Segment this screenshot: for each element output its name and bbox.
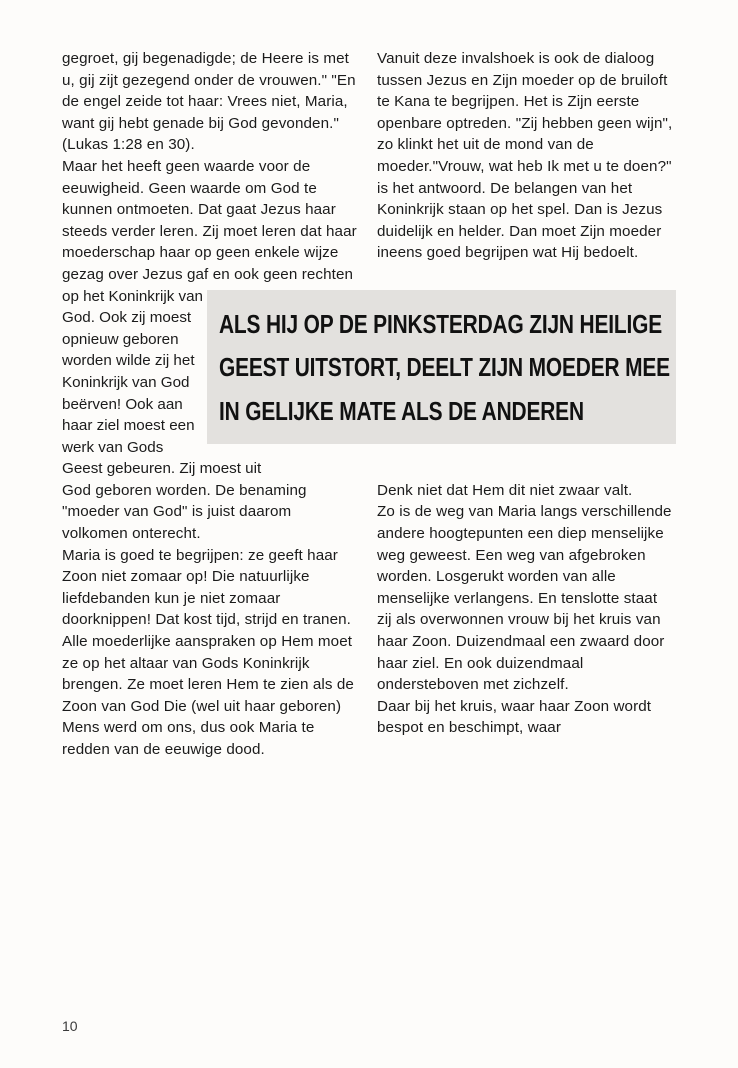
top-left-column	[62, 48, 361, 286]
pull-quote-line: IN GELIJKE MATE ALS DE ANDEREN	[219, 397, 584, 426]
pull-quote	[207, 290, 676, 445]
paragraph: gegroet, gij begenadigde; de Heere is met u, gij zijt gezegend onder de vrouwen." "En de engel zeide tot haar: Vrees niet, Maria, want gij hebt genade bij God gevonden." (Lukas 1:28 en 30).	[62, 50, 356, 154]
top-columns	[62, 48, 676, 286]
pull-quote-line: ALS HIJ OP DE PINKSTERDAG ZIJN HEILIGE	[219, 310, 663, 339]
pull-quote-line: GEEST UITSTORT, DEELT ZIJN MOEDER MEE	[219, 354, 670, 383]
top-right-column	[377, 48, 676, 286]
paragraph: Maar het heeft geen waarde voor de eeuwigheid. Geen waarde om God te kunnen ontmoeten. Dat gaat Jezus haar steeds verder leren. Zij moet leren dat haar moederschap haar op geen enkele wijze gezag over Jezus gaf en ook geen rechten	[62, 157, 357, 283]
page-content	[62, 48, 676, 1008]
paragraph: Vanuit deze invalshoek is ook de dialoog tussen Jezus en Zijn moeder op de bruiloft te Kana te begrijpen. Het is Zijn eerste openbare optreden. "Zij hebben geen wijn", zo klinkt het uit de mond van de moeder."Vrouw, wat heb Ik met u te doen?" is het antwoord. De belangen van het Koninkrijk staan op het spel. Dan is Jezus duidelijk en helder. Dan moet Zijn moeder ineens goed begrijpen wat Hij bedoelt.	[377, 50, 673, 262]
paragraph: Zo is de weg van Maria langs verschillende andere hoogtepunten een diep menselijke weg geweest. Een weg van afgebroken worden. Losgerukt worden van alle menselijke verlangens. En tenslotte staat zij als overwonnen vrouw bij het kruis van haar Zoon. Duizendmaal een zwaard door haar ziel. En ook duizendmaal ondersteboven met zichzelf.	[377, 503, 672, 694]
paragraph: Maria is goed te begrijpen: ze geeft haar Zoon niet zomaar op! Die natuurlijke liefdebanden kun je niet zomaar doorknippen! Dat kost tijd, strijd en tranen. Alle moederlijke aanspraken op Hem moet ze op het altaar van Gods Koninkrijk brengen. Ze moet leren Hem te zien als de Zoon van God Die (wel uit haar geboren) Mens werd om ons, dus ook Maria te redden van de eeuwige dood.	[62, 546, 354, 758]
paragraph: Daar bij het kruis, waar haar Zoon wordt bespot en beschimpt, waar	[377, 697, 652, 737]
paragraph: God geboren worden. De benaming "moeder van God" is juist daarom volkomen onterecht.	[62, 481, 307, 543]
bottom-left-column	[62, 480, 361, 761]
pull-quote-section	[62, 286, 676, 480]
narrow-column-text: op het Koninkrijk van God. Ook zij moest opnieuw geboren worden wilde zij het Koninkrijk van God beërven! Ook aan haar ziel moest een werk van Gods Geest gebeuren. Zij moest uit	[62, 287, 262, 478]
bottom-right-column	[377, 480, 676, 761]
bottom-columns	[62, 480, 676, 761]
paragraph: Denk niet dat Hem dit niet zwaar valt.	[377, 481, 633, 499]
page-number: 10	[62, 1018, 78, 1034]
